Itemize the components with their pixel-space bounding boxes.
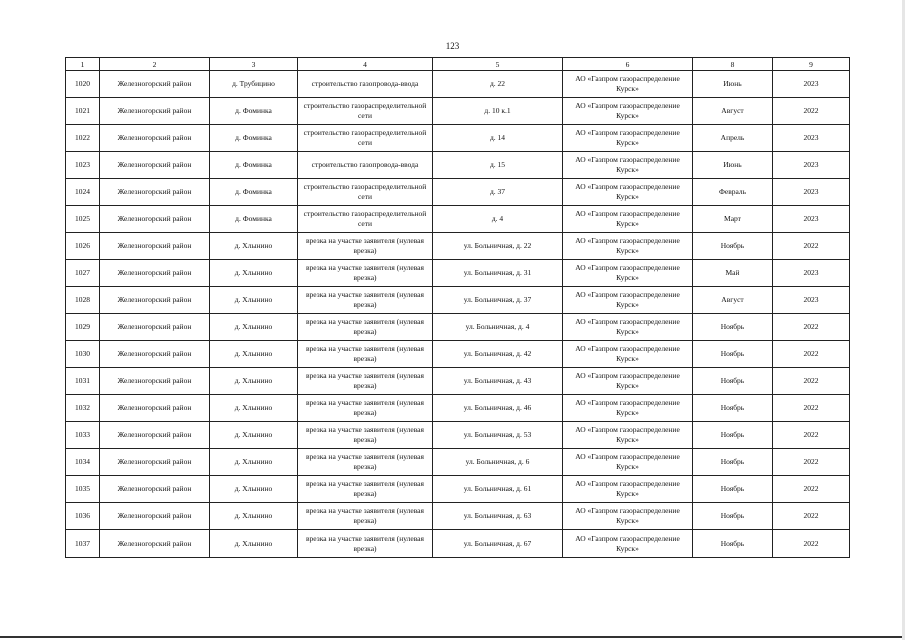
month-cell: Ноябрь bbox=[693, 233, 773, 260]
work-type-cell: строительство газораспределительной сети bbox=[298, 125, 433, 152]
table-row bbox=[66, 98, 850, 125]
work-type-cell: врезка на участке заявителя (нулевая врезка) bbox=[298, 449, 433, 476]
column-header: 2 bbox=[100, 58, 210, 71]
year-cell: 2022 bbox=[773, 530, 850, 558]
month-cell: Ноябрь bbox=[693, 341, 773, 368]
district-cell: Железногорский район bbox=[100, 98, 210, 125]
row-number-cell: 1037 bbox=[66, 530, 100, 558]
district-cell: Железногорский район bbox=[100, 476, 210, 503]
settlement-cell: д. Фоминка bbox=[210, 98, 298, 125]
settlement-cell: д. Хлынино bbox=[210, 449, 298, 476]
address-cell: ул. Больничная, д. 4 bbox=[433, 314, 563, 341]
district-cell: Железногорский район bbox=[100, 503, 210, 530]
month-cell: Ноябрь bbox=[693, 422, 773, 449]
month-cell: Ноябрь bbox=[693, 503, 773, 530]
contractor-cell: АО «Газпром газораспределение Курск» bbox=[563, 476, 693, 503]
month-cell: Ноябрь bbox=[693, 368, 773, 395]
row-number-cell: 1027 bbox=[66, 260, 100, 287]
district-cell: Железногорский район bbox=[100, 287, 210, 314]
district-cell: Железногорский район bbox=[100, 395, 210, 422]
settlement-cell: д. Хлынино bbox=[210, 530, 298, 558]
row-number-cell: 1030 bbox=[66, 341, 100, 368]
table-row bbox=[66, 206, 850, 233]
row-number-cell: 1034 bbox=[66, 449, 100, 476]
row-number-cell: 1029 bbox=[66, 314, 100, 341]
contractor-cell: АО «Газпром газораспределение Курск» bbox=[563, 368, 693, 395]
district-cell: Железногорский район bbox=[100, 71, 210, 98]
address-cell: ул. Больничная, д. 53 bbox=[433, 422, 563, 449]
table-row bbox=[66, 71, 850, 98]
month-cell: Ноябрь bbox=[693, 449, 773, 476]
table-row bbox=[66, 449, 850, 476]
contractor-cell: АО «Газпром газораспределение Курск» bbox=[563, 71, 693, 98]
year-cell: 2022 bbox=[773, 503, 850, 530]
settlement-cell: д. Трубицино bbox=[210, 71, 298, 98]
work-type-cell: врезка на участке заявителя (нулевая врезка) bbox=[298, 260, 433, 287]
row-number-cell: 1033 bbox=[66, 422, 100, 449]
year-cell: 2023 bbox=[773, 152, 850, 179]
row-number-cell: 1024 bbox=[66, 179, 100, 206]
row-number-cell: 1026 bbox=[66, 233, 100, 260]
contractor-cell: АО «Газпром газораспределение Курск» bbox=[563, 530, 693, 558]
address-cell: ул. Больничная, д. 37 bbox=[433, 287, 563, 314]
column-header: 5 bbox=[433, 58, 563, 71]
address-cell: ул. Больничная, д. 61 bbox=[433, 476, 563, 503]
table-row bbox=[66, 530, 850, 558]
settlement-cell: д. Хлынино bbox=[210, 476, 298, 503]
district-cell: Железногорский район bbox=[100, 530, 210, 558]
table-row bbox=[66, 368, 850, 395]
work-type-cell: врезка на участке заявителя (нулевая врезка) bbox=[298, 476, 433, 503]
settlement-cell: д. Фоминка bbox=[210, 125, 298, 152]
work-type-cell: строительство газопровода-ввода bbox=[298, 71, 433, 98]
settlement-cell: д. Фоминка bbox=[210, 152, 298, 179]
work-type-cell: врезка на участке заявителя (нулевая врезка) bbox=[298, 530, 433, 558]
table-row bbox=[66, 152, 850, 179]
address-cell: ул. Больничная, д. 43 bbox=[433, 368, 563, 395]
settlement-cell: д. Хлынино bbox=[210, 287, 298, 314]
address-cell: ул. Больничная, д. 67 bbox=[433, 530, 563, 558]
year-cell: 2022 bbox=[773, 449, 850, 476]
month-cell: Июнь bbox=[693, 152, 773, 179]
settlement-cell: д. Фоминка bbox=[210, 179, 298, 206]
work-type-cell: строительство газопровода-ввода bbox=[298, 152, 433, 179]
contractor-cell: АО «Газпром газораспределение Курск» bbox=[563, 233, 693, 260]
contractor-cell: АО «Газпром газораспределение Курск» bbox=[563, 125, 693, 152]
work-type-cell: врезка на участке заявителя (нулевая врезка) bbox=[298, 287, 433, 314]
row-number-cell: 1023 bbox=[66, 152, 100, 179]
contractor-cell: АО «Газпром газораспределение Курск» bbox=[563, 503, 693, 530]
district-cell: Железногорский район bbox=[100, 314, 210, 341]
contractor-cell: АО «Газпром газораспределение Курск» bbox=[563, 449, 693, 476]
settlement-cell: д. Хлынино bbox=[210, 395, 298, 422]
settlement-cell: д. Хлынино bbox=[210, 422, 298, 449]
district-cell: Железногорский район bbox=[100, 422, 210, 449]
address-cell: д. 4 bbox=[433, 206, 563, 233]
table-row bbox=[66, 476, 850, 503]
contractor-cell: АО «Газпром газораспределение Курск» bbox=[563, 422, 693, 449]
table-row bbox=[66, 503, 850, 530]
column-header: 1 bbox=[66, 58, 100, 71]
column-header: 6 bbox=[563, 58, 693, 71]
month-cell: Ноябрь bbox=[693, 395, 773, 422]
month-cell: Май bbox=[693, 260, 773, 287]
year-cell: 2023 bbox=[773, 71, 850, 98]
work-type-cell: строительство газораспределительной сети bbox=[298, 179, 433, 206]
year-cell: 2023 bbox=[773, 125, 850, 152]
column-header: 4 bbox=[298, 58, 433, 71]
year-cell: 2022 bbox=[773, 395, 850, 422]
work-type-cell: врезка на участке заявителя (нулевая врезка) bbox=[298, 503, 433, 530]
month-cell: Август bbox=[693, 287, 773, 314]
row-number-cell: 1020 bbox=[66, 71, 100, 98]
work-type-cell: врезка на участке заявителя (нулевая врезка) bbox=[298, 395, 433, 422]
month-cell: Февраль bbox=[693, 179, 773, 206]
column-header: 9 bbox=[773, 58, 850, 71]
year-cell: 2022 bbox=[773, 476, 850, 503]
address-cell: ул. Больничная, д. 6 bbox=[433, 449, 563, 476]
contractor-cell: АО «Газпром газораспределение Курск» bbox=[563, 179, 693, 206]
table-row bbox=[66, 314, 850, 341]
row-number-cell: 1021 bbox=[66, 98, 100, 125]
address-cell: д. 10 к.1 bbox=[433, 98, 563, 125]
district-cell: Железногорский район bbox=[100, 449, 210, 476]
column-header: 8 bbox=[693, 58, 773, 71]
work-type-cell: врезка на участке заявителя (нулевая врезка) bbox=[298, 341, 433, 368]
address-cell: ул. Больничная, д. 63 bbox=[433, 503, 563, 530]
address-cell: д. 22 bbox=[433, 71, 563, 98]
contractor-cell: АО «Газпром газораспределение Курск» bbox=[563, 152, 693, 179]
contractor-cell: АО «Газпром газораспределение Курск» bbox=[563, 98, 693, 125]
year-cell: 2023 bbox=[773, 179, 850, 206]
column-number-header-row bbox=[66, 58, 850, 71]
month-cell: Ноябрь bbox=[693, 530, 773, 558]
address-cell: д. 37 bbox=[433, 179, 563, 206]
month-cell: Ноябрь bbox=[693, 314, 773, 341]
year-cell: 2022 bbox=[773, 314, 850, 341]
year-cell: 2022 bbox=[773, 233, 850, 260]
row-number-cell: 1022 bbox=[66, 125, 100, 152]
district-cell: Железногорский район bbox=[100, 125, 210, 152]
table-row bbox=[66, 287, 850, 314]
year-cell: 2022 bbox=[773, 98, 850, 125]
district-cell: Железногорский район bbox=[100, 260, 210, 287]
work-type-cell: врезка на участке заявителя (нулевая врезка) bbox=[298, 314, 433, 341]
settlement-cell: д. Хлынино bbox=[210, 341, 298, 368]
table-row bbox=[66, 233, 850, 260]
year-cell: 2022 bbox=[773, 341, 850, 368]
table-body bbox=[66, 71, 850, 558]
contractor-cell: АО «Газпром газораспределение Курск» bbox=[563, 260, 693, 287]
contractor-cell: АО «Газпром газораспределение Курск» bbox=[563, 287, 693, 314]
row-number-cell: 1025 bbox=[66, 206, 100, 233]
table-row bbox=[66, 260, 850, 287]
district-cell: Железногорский район bbox=[100, 233, 210, 260]
settlement-cell: д. Хлынино bbox=[210, 368, 298, 395]
contractor-cell: АО «Газпром газораспределение Курск» bbox=[563, 206, 693, 233]
address-cell: д. 14 bbox=[433, 125, 563, 152]
settlement-cell: д. Хлынино bbox=[210, 233, 298, 260]
contractor-cell: АО «Газпром газораспределение Курск» bbox=[563, 341, 693, 368]
settlement-cell: д. Хлынино bbox=[210, 503, 298, 530]
row-number-cell: 1036 bbox=[66, 503, 100, 530]
row-number-cell: 1031 bbox=[66, 368, 100, 395]
address-cell: ул. Больничная, д. 31 bbox=[433, 260, 563, 287]
table-row bbox=[66, 125, 850, 152]
district-cell: Железногорский район bbox=[100, 368, 210, 395]
address-cell: д. 15 bbox=[433, 152, 563, 179]
gasification-schedule-table bbox=[65, 57, 850, 558]
month-cell: Июнь bbox=[693, 71, 773, 98]
row-number-cell: 1032 bbox=[66, 395, 100, 422]
settlement-cell: д. Фоминка bbox=[210, 206, 298, 233]
table-row bbox=[66, 341, 850, 368]
settlement-cell: д. Хлынино bbox=[210, 314, 298, 341]
month-cell: Ноябрь bbox=[693, 476, 773, 503]
district-cell: Железногорский район bbox=[100, 179, 210, 206]
year-cell: 2023 bbox=[773, 260, 850, 287]
work-type-cell: врезка на участке заявителя (нулевая врезка) bbox=[298, 422, 433, 449]
work-type-cell: врезка на участке заявителя (нулевая врезка) bbox=[298, 233, 433, 260]
work-type-cell: строительство газораспределительной сети bbox=[298, 206, 433, 233]
month-cell: Август bbox=[693, 98, 773, 125]
year-cell: 2023 bbox=[773, 287, 850, 314]
month-cell: Апрель bbox=[693, 125, 773, 152]
work-type-cell: врезка на участке заявителя (нулевая врезка) bbox=[298, 368, 433, 395]
year-cell: 2022 bbox=[773, 422, 850, 449]
column-header: 3 bbox=[210, 58, 298, 71]
row-number-cell: 1028 bbox=[66, 287, 100, 314]
table-row bbox=[66, 179, 850, 206]
page-number: 123 bbox=[445, 41, 460, 51]
address-cell: ул. Больничная, д. 22 bbox=[433, 233, 563, 260]
address-cell: ул. Больничная, д. 42 bbox=[433, 341, 563, 368]
district-cell: Железногорский район bbox=[100, 341, 210, 368]
month-cell: Март bbox=[693, 206, 773, 233]
row-number-cell: 1035 bbox=[66, 476, 100, 503]
year-cell: 2022 bbox=[773, 368, 850, 395]
work-type-cell: строительство газораспределительной сети bbox=[298, 98, 433, 125]
contractor-cell: АО «Газпром газораспределение Курск» bbox=[563, 395, 693, 422]
table-row bbox=[66, 395, 850, 422]
address-cell: ул. Больничная, д. 46 bbox=[433, 395, 563, 422]
district-cell: Железногорский район bbox=[100, 206, 210, 233]
district-cell: Железногорский район bbox=[100, 152, 210, 179]
bottom-divider bbox=[0, 636, 905, 638]
contractor-cell: АО «Газпром газораспределение Курск» bbox=[563, 314, 693, 341]
settlement-cell: д. Хлынино bbox=[210, 260, 298, 287]
table-row bbox=[66, 422, 850, 449]
year-cell: 2023 bbox=[773, 206, 850, 233]
